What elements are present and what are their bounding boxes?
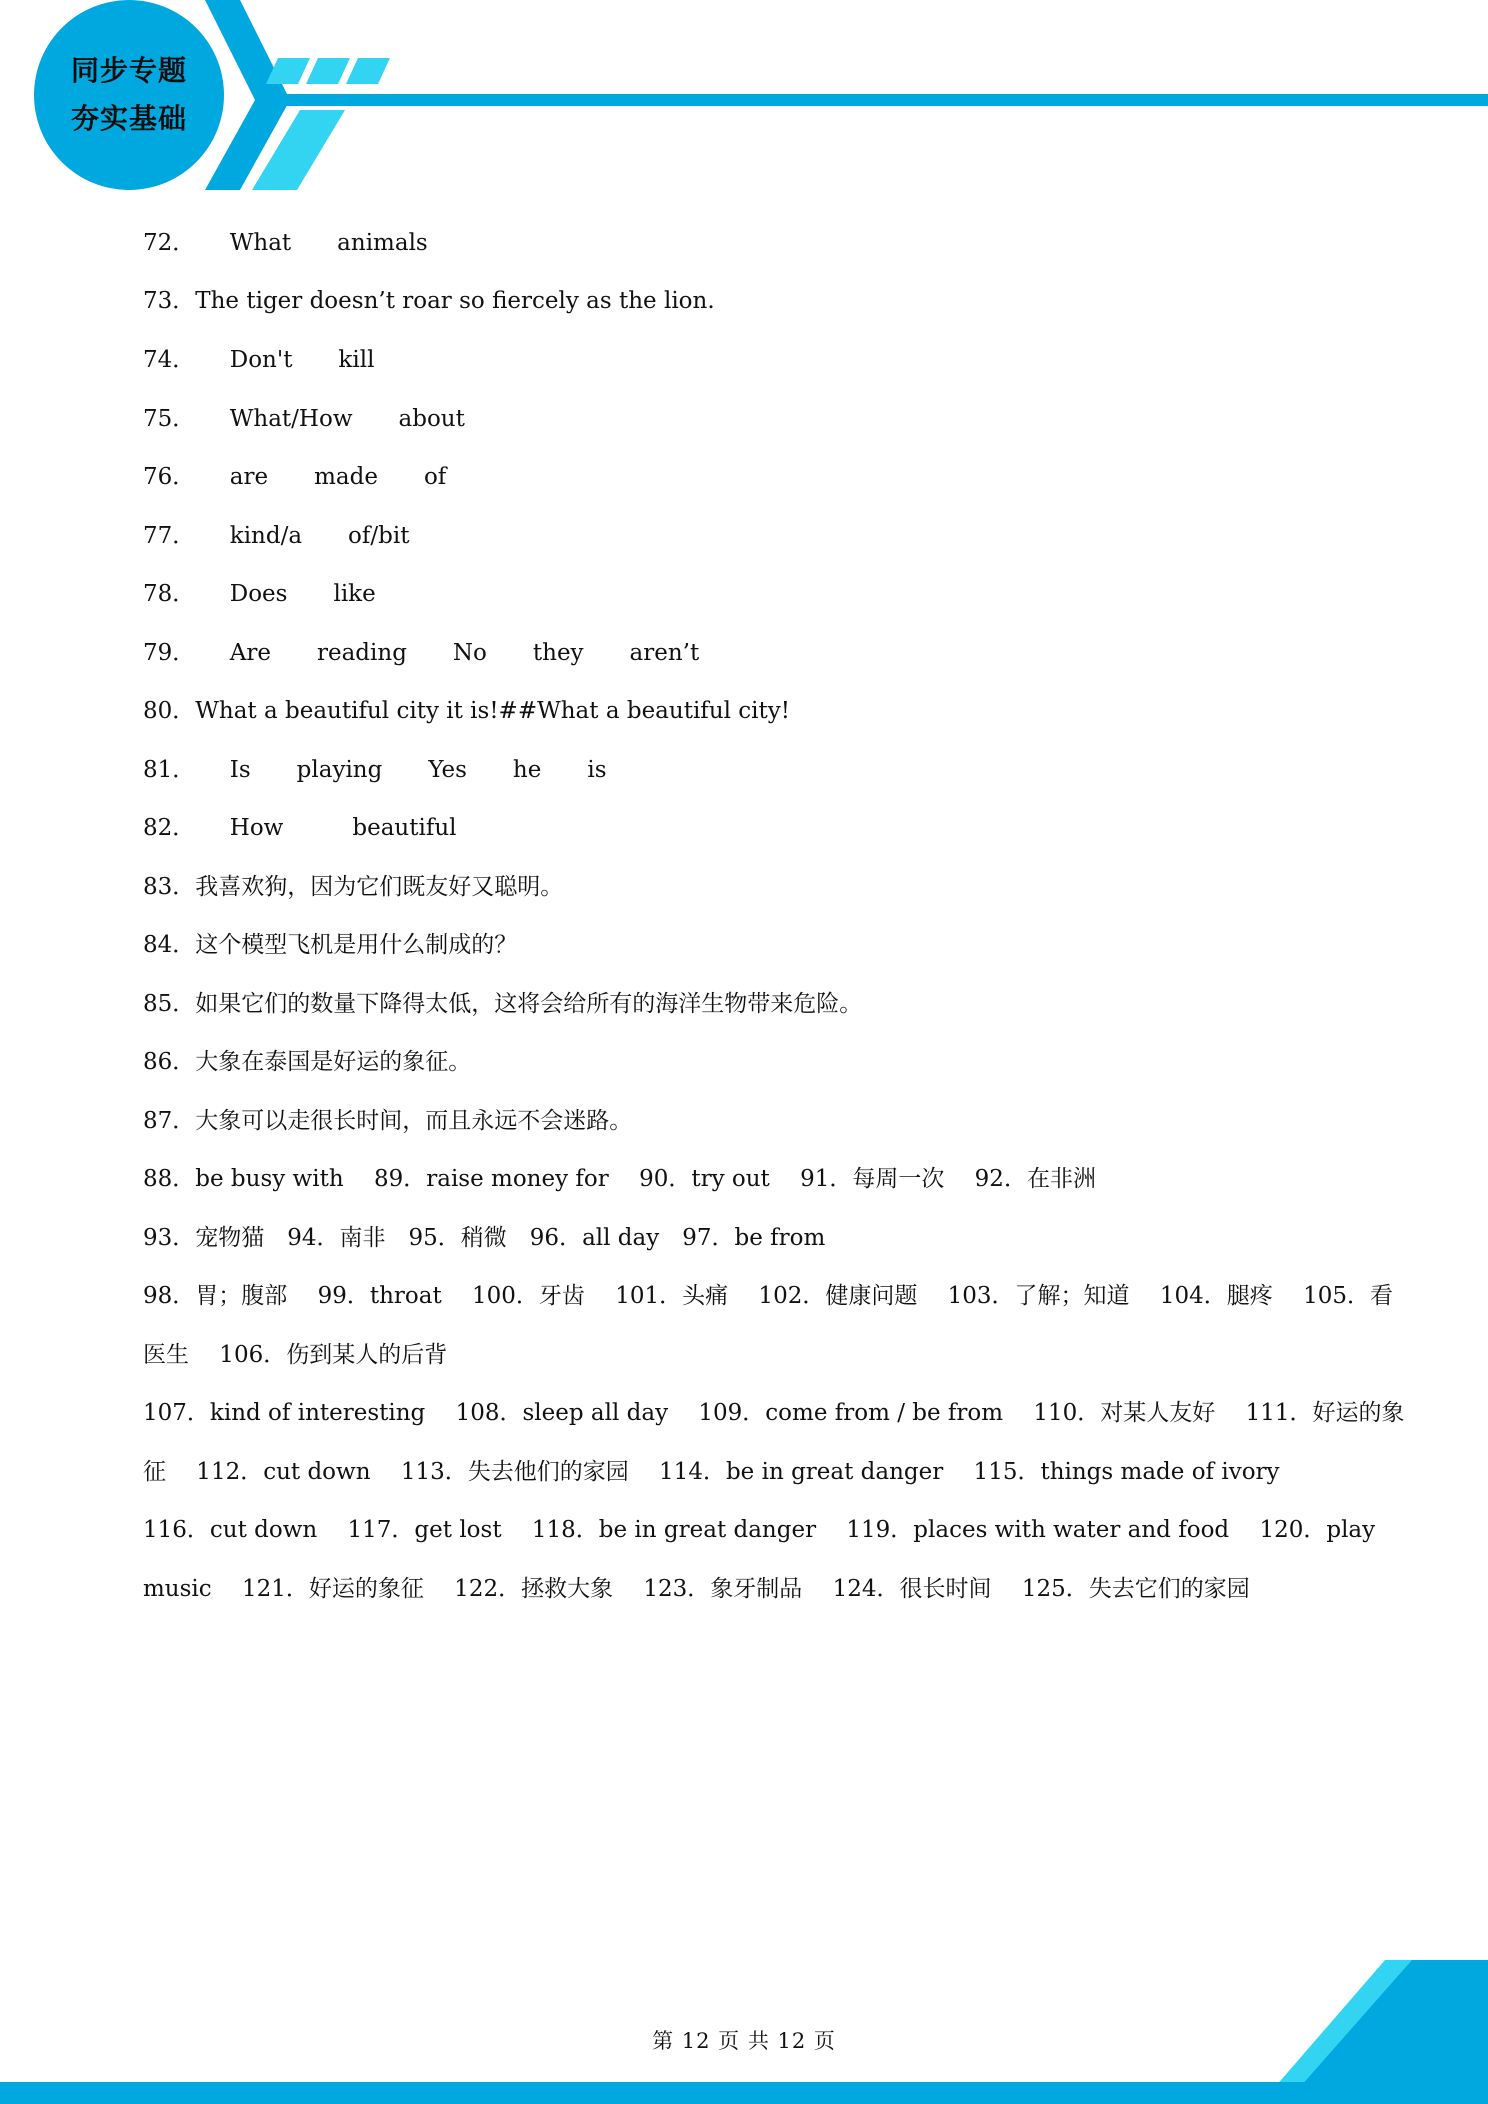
answer-line: 79． Are reading No they aren’t [143,640,700,666]
answer-line: 74． Don't kill [143,347,375,373]
badge-title-line2: 夯实基础 [70,102,187,135]
answer-line: 107．kind of interesting 108．sleep all day 109．come from / be from 110．对某人友好 111．好运的象 [143,1400,1405,1426]
answer-line: 78． Does like [143,581,376,607]
badge-title-line1: 同步专题 [70,54,187,87]
answer-line: 116．cut down 117．get lost 118．be in great danger 119．places with water and food 120．play [143,1517,1376,1543]
answer-line: 75． What/How about [143,406,465,432]
answer-line: 77． kind/a of/bit [143,523,410,549]
page-number: 第 12 页 共 12 页 [652,2029,836,2053]
answer-line: 医生 106．伤到某人的后背 [143,1342,448,1368]
answer-line: 87．大象可以走很长时间，而且永远不会迷路。 [143,1108,633,1134]
answer-line: 81． Is playing Yes he is [143,757,607,783]
header-band [262,94,1488,106]
footer-band [0,2082,1488,2104]
header-badge [34,0,224,190]
answer-line: 73．The tiger doesn’t roar so fiercely as the lion. [143,288,715,314]
answer-line: 72． What animals [143,230,428,256]
stripe-2 [306,58,350,84]
answer-line: 征 112．cut down 113．失去他们的家园 114．be in great danger 115．things made of ivory [143,1459,1280,1485]
answer-line: 76． are made of [143,464,447,490]
answer-line: 85．如果它们的数量下降得太低，这将会给所有的海洋生物带来危险。 [143,991,863,1017]
answer-line: 80．What a beautiful city it is!##What a beautiful city! [143,698,791,724]
answer-line: 98．胃；腹部 99．throat 100．牙齿 101．头痛 102．健康问题 103．了解；知道 104．腿疼 105．看 [143,1283,1393,1309]
answer-line: music 121．好运的象征 122．拯救大象 123．象牙制品 124．很长时间 125．失去它们的家园 [143,1576,1250,1602]
answer-line: 93．宠物猫 94．南非 95．稍微 96．all day 97．be from [143,1225,826,1251]
answer-line: 84．这个模型飞机是用什么制成的？ [143,932,518,958]
stripe-1 [266,58,310,84]
answer-line: 83．我喜欢狗，因为它们既友好又聪明。 [143,874,564,900]
answer-line: 88．be busy with 89．raise money for 90．try out 91．每周一次 92．在非洲 [143,1166,1096,1192]
answer-line: 82． How beautiful [143,815,457,841]
stripe-3 [346,58,390,84]
answer-line: 86．大象在泰国是好运的象征。 [143,1049,472,1075]
